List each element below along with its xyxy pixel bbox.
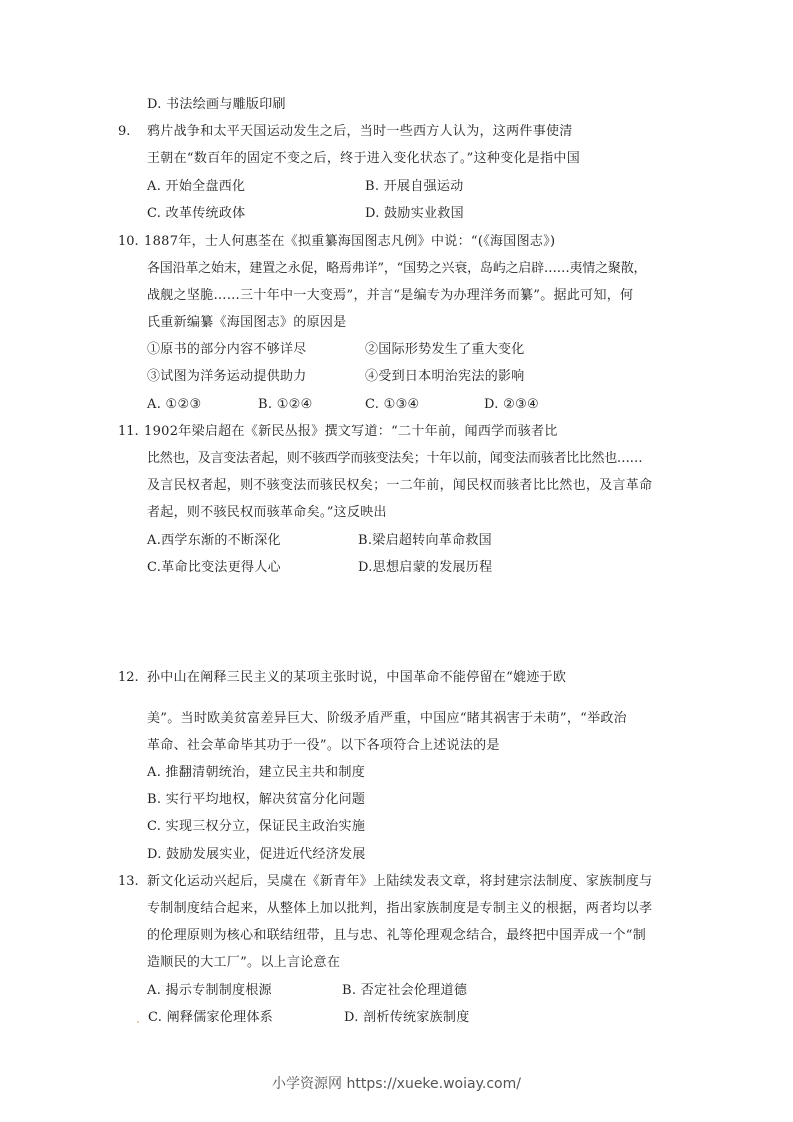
q10-stem-line: 1887年，士人何惠荃在《拟重纂海国图志凡例》中说：“(《海国图志》)	[144, 234, 556, 249]
q10-statement-4: ④受到日本明治宪法的影响	[365, 369, 525, 384]
q13-stem-line: 专制制度结合起来，从整体上加以批判，指出家族制度是专制主义的根据，两者均以孝	[147, 901, 653, 916]
q13-option-d: D. 剖析传统家族制度	[344, 1010, 470, 1025]
q9-stem-line: 王朝在“数百年的固定不变之后，终于进入变化状态了。”这种变化是指中国	[147, 151, 580, 166]
q12-stem-line: 孙中山在阐释三民主义的某项主张时说，中国革命不能停留在“媲迹于欧	[147, 670, 567, 685]
q10-number: 10.	[118, 234, 139, 249]
q10-option-b: B. ①②④	[258, 397, 313, 412]
q13-option-b: B. 否定社会伦理道德	[342, 983, 468, 998]
q11-stem-line: 及言民权者起，则不骇变法而骇民权矣；一二年前，闻民权而骇者比比然也，及言革命	[147, 478, 653, 493]
q11-option-b: B.梁启超转向革命救国	[358, 533, 492, 548]
q9-option-c: C. 改革传统政体	[147, 206, 246, 221]
q10-option-a: A. ①②③	[147, 397, 202, 412]
q13-number: 13.	[118, 874, 139, 889]
q10-statement-1: ①原书的部分内容不够详尽	[147, 342, 307, 357]
q10-option-c: C. ①③④	[365, 397, 420, 412]
q11-option-c: C.革命比变法更得人心	[147, 560, 281, 575]
q12-number: 12.	[118, 670, 139, 685]
q10-stem-line: 各国沿革之始末，建置之永促，略焉弗详”，“国势之兴衰，岛屿之启辟……夷情之聚散，	[147, 261, 647, 276]
q12-stem-line: 美”。当时欧美贫富差异巨大、阶级矛盾严重，中国应“睹其祸害于未萌”，“举政治	[147, 711, 627, 726]
q12-option-c: C. 实现三权分立，保证民主政治实施	[147, 819, 366, 834]
q10-stem-line: 氏重新编纂《海国图志》的原因是	[147, 315, 347, 330]
q10-statement-2: ②国际形势发生了重大变化	[365, 342, 525, 357]
q13-stem-line: 的伦理原则为核心和联结纽带，且与忠、礼等伦理观念结合，最终把中国弄成一个“制	[147, 928, 647, 943]
q9-stem-line: 鸦片战争和太平天国运动发生之后，当时一些西方人认为，这两件事使清	[147, 124, 573, 139]
footer-watermark: 小学资源网 https://xueke.woiay.com/	[272, 1076, 521, 1092]
q9-option-a: A. 开始全盘西化	[147, 179, 246, 194]
q12-option-a: A. 推翻清朝统治，建立民主共和制度	[147, 765, 366, 780]
q9-option-b: B. 开展自强运动	[365, 179, 464, 194]
q9-number: 9.	[118, 124, 131, 139]
q11-option-d: D.思想启蒙的发展历程	[358, 560, 493, 575]
q13-stem-line: 造顺民的大工厂”。以上言论意在	[147, 955, 341, 970]
q11-stem-line: 1902年梁启超在《新民丛报》撰文写道：“二十年前，闻西学而骇者比	[144, 424, 558, 439]
q11-stem-line: 者起，则不骇民权而骇革命矣。”这反映出	[147, 505, 387, 520]
q12-stem-line: 革命、社会革命毕其功于一役”。以下各项符合上述说法的是	[147, 738, 500, 753]
q11-option-a: A.西学东渐的不断深化	[147, 533, 281, 548]
q13-option-a: A. 揭示专制制度根源	[147, 983, 272, 998]
q12-option-b: B. 实行平均地权，解决贫富分化问题	[147, 792, 366, 807]
q13-stem-line: 新文化运动兴起后，吴虞在《新青年》上陆续发表文章，将封建宗法制度、家族制度与	[147, 874, 653, 889]
scan-speck	[137, 1021, 139, 1023]
q11-stem-line: 比然也，及言变法者起，则不骇西学而骇变法矣；十年以前，闻变法而骇者比比然也……	[147, 451, 643, 466]
q11-number: 11.	[118, 424, 139, 439]
q9-option-d: D. 鼓励实业救国	[365, 206, 464, 221]
q10-statement-3: ③试图为洋务运动提供助力	[147, 369, 307, 384]
q10-stem-line: 战舰之坚脆……三十年中一大变焉”，并言“是编专为办理洋务而纂”。据此可知，何	[147, 288, 634, 303]
q8-option-d: D. 书法绘画与雕版印刷	[147, 97, 286, 112]
q10-option-d: D. ②③④	[484, 397, 539, 412]
q13-option-c: C. 阐释儒家伦理体系	[148, 1010, 274, 1025]
q12-option-d: D. 鼓励发展实业，促进近代经济发展	[147, 847, 366, 862]
